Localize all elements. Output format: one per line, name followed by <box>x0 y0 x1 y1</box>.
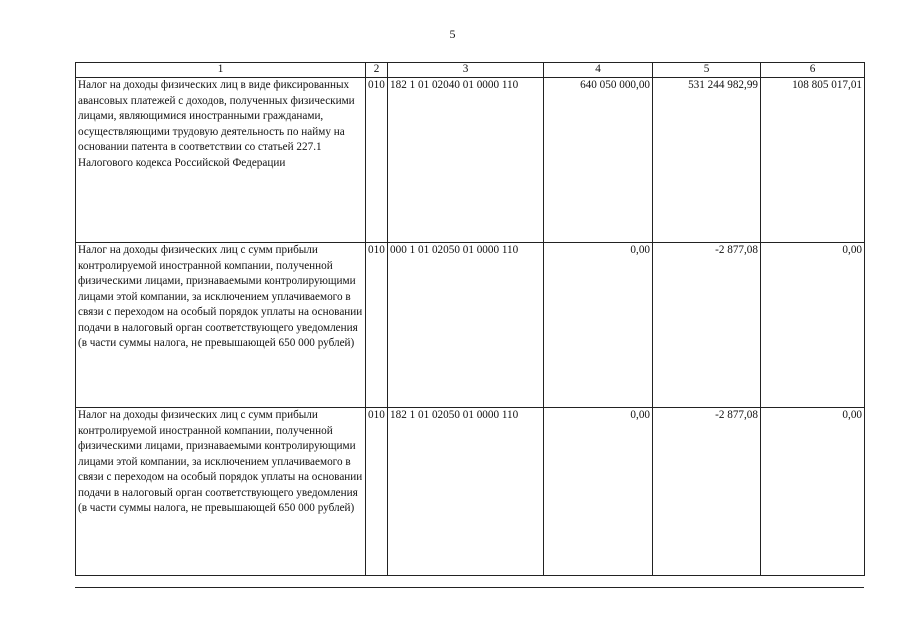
table-row <box>76 78 865 243</box>
kbk-code-cell: 182 1 01 02050 01 0000 110 <box>388 408 544 576</box>
income-name-cell: Налог на доходы физических лиц с сумм прибыли контролируемой иностранной компании, полученной физическими лицами, признаваемыми контролирующими лицами этой компании, за исключением уплачиваемого в связи с переходом на особый порядок уплаты на основании подачи в налоговый орган соответствующего уведомления (в части суммы налога, не превышающей 650 000 рублей) <box>76 408 366 576</box>
table-row <box>76 408 865 576</box>
value-col4-cell: 0,00 <box>544 408 653 576</box>
value-col5-cell: -2 877,08 <box>653 408 761 576</box>
admin-code-cell: 010 <box>366 78 388 243</box>
value-col6-cell: 0,00 <box>761 408 865 576</box>
value-col6-cell: 108 805 017,01 <box>761 78 865 243</box>
kbk-code-cell: 182 1 01 02040 01 0000 110 <box>388 78 544 243</box>
kbk-code-cell: 000 1 01 02050 01 0000 110 <box>388 243 544 408</box>
value-col4-cell: 0,00 <box>544 243 653 408</box>
column-header-4: 4 <box>544 63 653 78</box>
page-number: 5 <box>449 27 456 41</box>
budget-report-table <box>75 62 865 576</box>
header-row <box>76 63 865 78</box>
value-col5-cell: -2 877,08 <box>653 243 761 408</box>
column-header-3: 3 <box>388 63 544 78</box>
table-row <box>76 243 865 408</box>
income-name-cell: Налог на доходы физических лиц с сумм прибыли контролируемой иностранной компании, полученной физическими лицами, признаваемыми контролирующими лицами этой компании, за исключением уплачиваемого в связи с переходом на особый порядок уплаты на основании подачи в налоговый орган соответствующего уведомления (в части суммы налога, не превышающей 650 000 рублей) <box>76 243 366 408</box>
column-header-5: 5 <box>653 63 761 78</box>
column-header-6: 6 <box>761 63 865 78</box>
column-header-2: 2 <box>366 63 388 78</box>
income-name-cell: Налог на доходы физических лиц в виде фиксированных авансовых платежей с доходов, полученных физическими лицами, являющимися иностранными гражданами, осуществляющими трудовую деятельность по найму на основании патента в соответствии со статьей 227.1 Налогового кодекса Российской Федерации <box>76 78 366 243</box>
admin-code-cell: 010 <box>366 408 388 576</box>
value-col5-cell: 531 244 982,99 <box>653 78 761 243</box>
admin-code-cell: 010 <box>366 243 388 408</box>
footer-rule <box>75 587 864 588</box>
value-col6-cell: 0,00 <box>761 243 865 408</box>
value-col4-cell: 640 050 000,00 <box>544 78 653 243</box>
column-header-1: 1 <box>76 63 366 78</box>
